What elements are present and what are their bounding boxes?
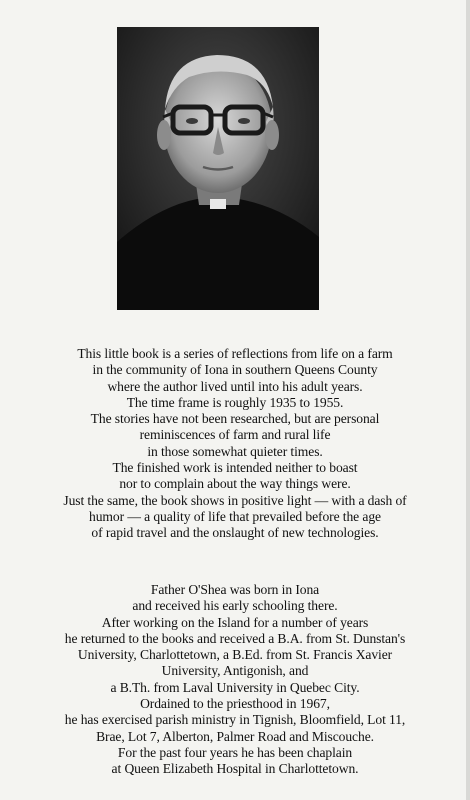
biography-line: a B.Th. from Laval University in Quebec City.	[110, 679, 360, 695]
description-line: The stories have not been researched, but are personal	[90, 411, 380, 427]
description-line: nor to complain about the way things were.	[119, 476, 351, 492]
description-line: of rapid travel and the onslaught of new technologies.	[91, 525, 379, 541]
author-portrait-photo	[117, 27, 319, 310]
author-biography-paragraph	[0, 582, 470, 778]
description-line: where the author lived until into his adult years.	[107, 378, 363, 394]
biography-line: and received his early schooling there.	[132, 598, 338, 614]
biography-line: he returned to the books and received a B.A. from St. Dunstan's	[64, 630, 406, 646]
description-line: reminiscences of farm and rural life	[139, 427, 331, 443]
biography-line: Father O'Shea was born in Iona	[150, 582, 320, 597]
description-line: This little book is a series of reflections from life on a farm	[77, 346, 393, 361]
biography-line: University, Charlottetown, a B.Ed. from St. Francis Xavier	[77, 647, 393, 663]
biography-line: at Queen Elizabeth Hospital in Charlottetown.	[111, 761, 359, 777]
biography-line: University, Antigonish, and	[161, 663, 309, 679]
page-edge-shadow	[466, 0, 470, 800]
description-line: in those somewhat quieter times.	[147, 443, 323, 459]
biography-line: For the past four years he has been chaplain	[117, 744, 353, 760]
biography-line: Brae, Lot 7, Alberton, Palmer Road and Miscouche.	[96, 728, 374, 744]
biography-line: After working on the Island for a number of years	[101, 614, 369, 630]
book-description-paragraph	[0, 346, 470, 542]
description-line: in the community of Iona in southern Queens County	[92, 362, 378, 378]
biography-line: he has exercised parish ministry in Tignish, Bloomfield, Lot 11,	[64, 712, 406, 728]
description-line: The finished work is intended neither to boast	[112, 460, 358, 476]
biography-line: Ordained to the priesthood in 1967,	[140, 696, 330, 712]
description-line: humor — a quality of life that prevailed before the age	[89, 508, 381, 524]
description-line: The time frame is roughly 1935 to 1955.	[126, 394, 344, 410]
description-line: Just the same, the book shows in positive light — with a dash of	[63, 492, 407, 508]
